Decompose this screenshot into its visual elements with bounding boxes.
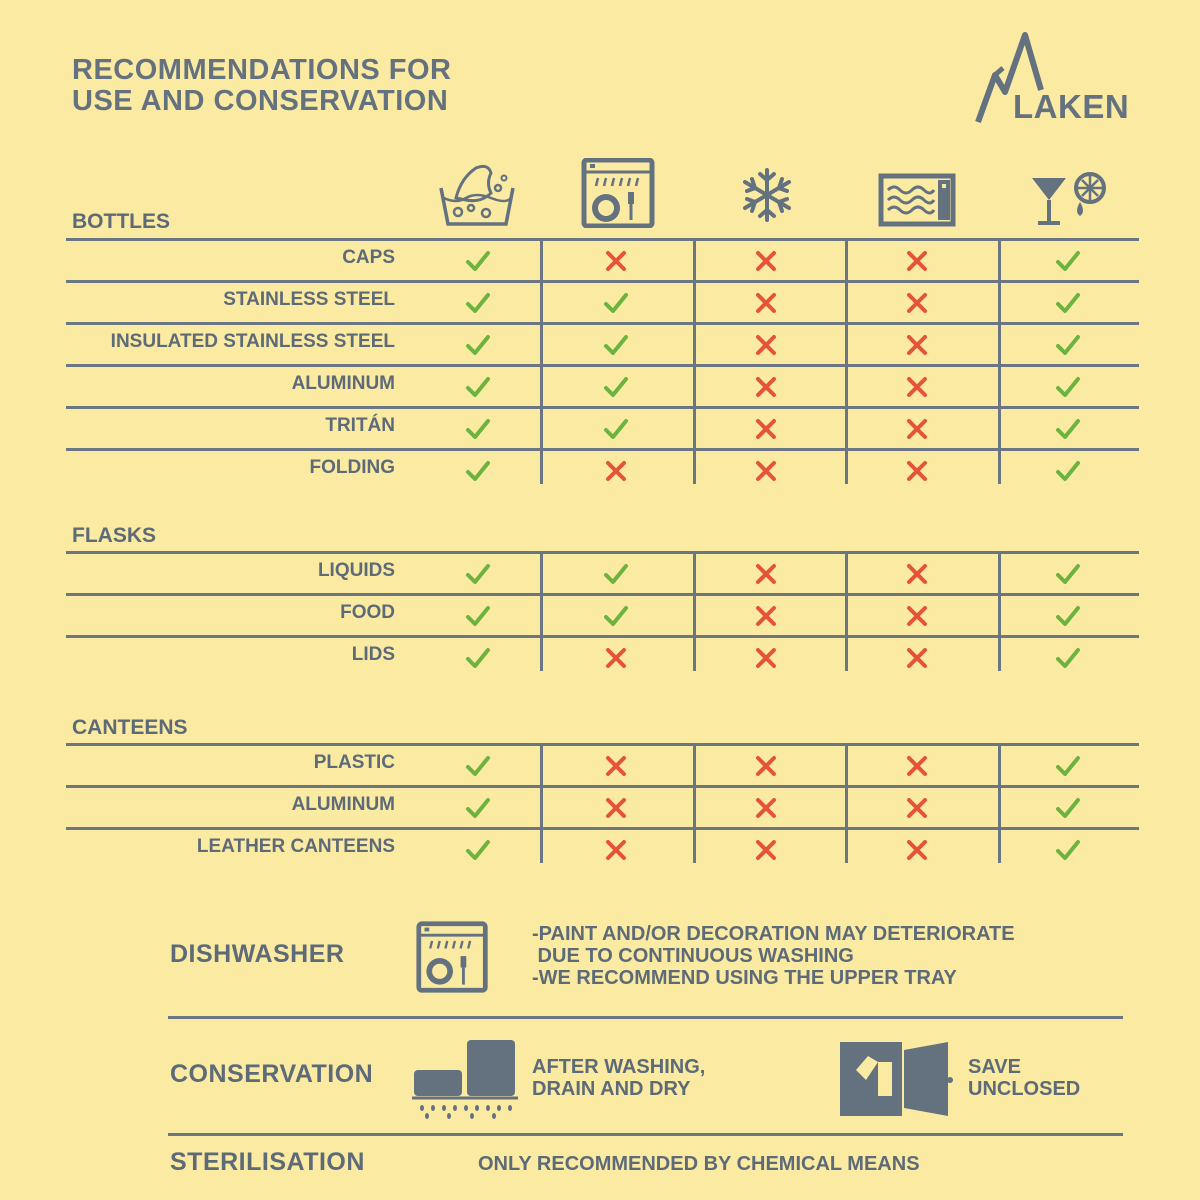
row-divider xyxy=(66,827,1139,830)
row-label: LEATHER CANTEENS xyxy=(196,836,395,857)
footer-divider xyxy=(168,1016,1123,1019)
footer-divider xyxy=(168,1133,1123,1136)
row-label: FOLDING xyxy=(309,457,395,478)
freezer-icon xyxy=(727,158,807,228)
cross-icon xyxy=(753,332,779,358)
check-icon xyxy=(465,374,491,400)
cross-icon xyxy=(904,603,930,629)
check-icon xyxy=(1055,458,1081,484)
cross-icon xyxy=(603,645,629,671)
check-icon xyxy=(603,603,629,629)
column-divider xyxy=(540,238,543,484)
title-line-2: USE AND CONSERVATION xyxy=(72,85,449,117)
check-icon xyxy=(603,290,629,316)
cross-icon xyxy=(753,458,779,484)
row-label: PLASTIC xyxy=(313,752,395,773)
column-divider xyxy=(998,238,1001,484)
cross-icon xyxy=(603,753,629,779)
column-divider xyxy=(845,238,848,484)
check-icon xyxy=(603,374,629,400)
column-divider xyxy=(693,238,696,484)
check-icon xyxy=(603,561,629,587)
section-label-bottles: BOTTLES xyxy=(72,210,170,233)
check-icon xyxy=(465,603,491,629)
cross-icon xyxy=(753,374,779,400)
cross-icon xyxy=(753,645,779,671)
row-label: CAPS xyxy=(342,247,395,268)
row-divider xyxy=(66,364,1139,367)
row-label: STAINLESS STEEL xyxy=(223,289,395,310)
check-icon xyxy=(1055,332,1081,358)
row-label: ALUMINUM xyxy=(291,373,395,394)
check-icon xyxy=(1055,561,1081,587)
sterilisation-note: ONLY RECOMMENDED BY CHEMICAL MEANS xyxy=(478,1153,920,1175)
row-label: LIDS xyxy=(351,644,395,665)
cross-icon xyxy=(753,795,779,821)
check-icon xyxy=(465,795,491,821)
cross-icon xyxy=(603,837,629,863)
row-divider xyxy=(66,785,1139,788)
cross-icon xyxy=(753,416,779,442)
section-label-canteens: CANTEENS xyxy=(72,716,188,739)
cross-icon xyxy=(753,561,779,587)
check-icon xyxy=(465,458,491,484)
cross-icon xyxy=(753,603,779,629)
row-divider xyxy=(66,635,1139,638)
column-divider xyxy=(540,551,543,671)
conservation-label: CONSERVATION xyxy=(170,1060,374,1088)
cross-icon xyxy=(603,458,629,484)
check-icon xyxy=(465,837,491,863)
cross-icon xyxy=(904,795,930,821)
check-icon xyxy=(465,645,491,671)
cross-icon xyxy=(904,248,930,274)
check-icon xyxy=(1055,753,1081,779)
drain-dry-note: AFTER WASHING, DRAIN AND DRY xyxy=(532,1056,706,1100)
check-icon xyxy=(465,416,491,442)
cross-icon xyxy=(603,795,629,821)
row-divider xyxy=(66,551,1139,554)
check-icon xyxy=(603,332,629,358)
check-icon xyxy=(1055,290,1081,316)
check-icon xyxy=(1055,837,1081,863)
dishwasher-label: DISHWASHER xyxy=(170,940,345,968)
section-label-flasks: FLASKS xyxy=(72,524,156,547)
row-label: LIQUIDS xyxy=(317,560,395,581)
row-divider xyxy=(66,322,1139,325)
cross-icon xyxy=(904,645,930,671)
cross-icon xyxy=(753,753,779,779)
cross-icon xyxy=(904,290,930,316)
save-unclosed-note: SAVE UNCLOSED xyxy=(968,1056,1081,1100)
check-icon xyxy=(465,290,491,316)
check-icon xyxy=(1055,645,1081,671)
column-divider xyxy=(540,743,543,863)
column-divider xyxy=(845,743,848,863)
row-divider xyxy=(66,448,1139,451)
check-icon xyxy=(465,561,491,587)
check-icon xyxy=(465,248,491,274)
dishwasher-note: -PAINT AND/OR DECORATION MAY DETERIORATE DUE TO CONTINUOUS WASHING -WE RECOMMEND USING THE UPPER TRAY xyxy=(532,923,1015,989)
row-label: INSULATED STAINLESS STEEL xyxy=(110,331,395,352)
check-icon xyxy=(1055,795,1081,821)
cross-icon xyxy=(753,248,779,274)
check-icon xyxy=(603,416,629,442)
drinks-icon xyxy=(1030,158,1110,228)
check-icon xyxy=(1055,603,1081,629)
column-divider xyxy=(693,743,696,863)
cross-icon xyxy=(904,561,930,587)
row-divider xyxy=(66,280,1139,283)
title-line-1: RECOMMENDATIONS FOR xyxy=(72,54,452,86)
row-divider xyxy=(66,406,1139,409)
row-label: ALUMINUM xyxy=(291,794,395,815)
page-title xyxy=(72,55,452,117)
microwave-icon xyxy=(878,158,958,228)
row-label: FOOD xyxy=(340,602,395,623)
row-label: TRITÁN xyxy=(325,415,395,436)
brand-name: LAKEN xyxy=(1013,88,1130,125)
row-divider xyxy=(66,238,1139,241)
cross-icon xyxy=(904,458,930,484)
cross-icon xyxy=(753,290,779,316)
dishwasher-icon xyxy=(580,158,660,228)
sterilisation-label: STERILISATION xyxy=(170,1148,365,1176)
cross-icon xyxy=(603,248,629,274)
check-icon xyxy=(1055,416,1081,442)
column-divider xyxy=(845,551,848,671)
check-icon xyxy=(1055,248,1081,274)
cross-icon xyxy=(904,332,930,358)
check-icon xyxy=(465,332,491,358)
drain-dry-icon xyxy=(412,1040,518,1120)
cross-icon xyxy=(904,374,930,400)
row-divider xyxy=(66,593,1139,596)
hand-wash-icon xyxy=(436,158,516,228)
open-door-icon xyxy=(838,1040,954,1118)
cross-icon xyxy=(904,416,930,442)
column-divider xyxy=(693,551,696,671)
check-icon xyxy=(465,753,491,779)
cross-icon xyxy=(904,837,930,863)
column-divider xyxy=(998,743,1001,863)
check-icon xyxy=(1055,374,1081,400)
cross-icon xyxy=(904,753,930,779)
column-divider xyxy=(998,551,1001,671)
row-divider xyxy=(66,743,1139,746)
cross-icon xyxy=(753,837,779,863)
dishwasher-icon xyxy=(415,920,491,996)
